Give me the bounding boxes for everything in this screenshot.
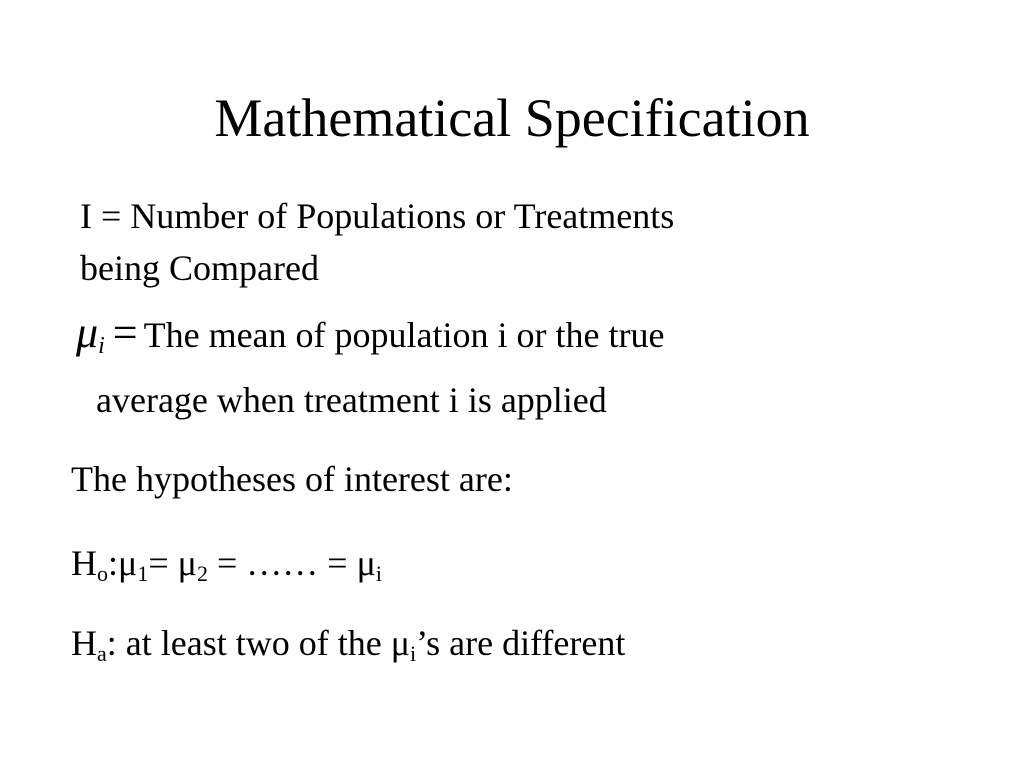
mu2-subscript: 2 bbox=[196, 561, 208, 586]
h0-eq1: = bbox=[148, 543, 178, 583]
mu-i-symbol bbox=[76, 308, 105, 357]
mu2-symbol: μ bbox=[177, 543, 197, 583]
ha-suffix: ’s are different bbox=[416, 623, 626, 663]
definition-mu-line2: average when treatment i is applied bbox=[96, 380, 607, 420]
definition-i-line2: being Compared bbox=[80, 248, 319, 288]
mu-symbol: μ bbox=[76, 308, 99, 357]
h0-letter: H bbox=[71, 543, 97, 583]
ha-letter: H bbox=[71, 623, 97, 663]
ha-mu-subscript: i bbox=[410, 641, 417, 666]
ha-prefix: : at least two of the bbox=[106, 623, 391, 663]
h0-subscript: o bbox=[97, 561, 108, 586]
mu1-subscript: 1 bbox=[137, 561, 149, 586]
h0-middle: = …… = bbox=[207, 543, 357, 583]
mu-subscript: i bbox=[98, 333, 105, 359]
mui-subscript: i bbox=[375, 561, 382, 586]
alternative-hypothesis bbox=[71, 616, 625, 681]
h0-colon: : bbox=[108, 543, 119, 583]
mu1-symbol: μ bbox=[118, 543, 138, 583]
slide-title: Mathematical Specification bbox=[214, 88, 810, 148]
null-hypothesis bbox=[71, 536, 382, 601]
mui-symbol: μ bbox=[356, 543, 376, 583]
definition-i-line1: I = Number of Populations or Treatments bbox=[80, 196, 675, 236]
equals-sign: = bbox=[112, 308, 138, 357]
definition-number-of-populations bbox=[80, 190, 880, 294]
definition-population-mean bbox=[76, 306, 896, 427]
ha-subscript: a bbox=[97, 641, 107, 666]
hypotheses-intro: The hypotheses of interest are: bbox=[71, 459, 513, 499]
ha-mu-symbol: μ bbox=[390, 623, 410, 663]
definition-mu-line1: The mean of population i or the true bbox=[143, 315, 665, 355]
